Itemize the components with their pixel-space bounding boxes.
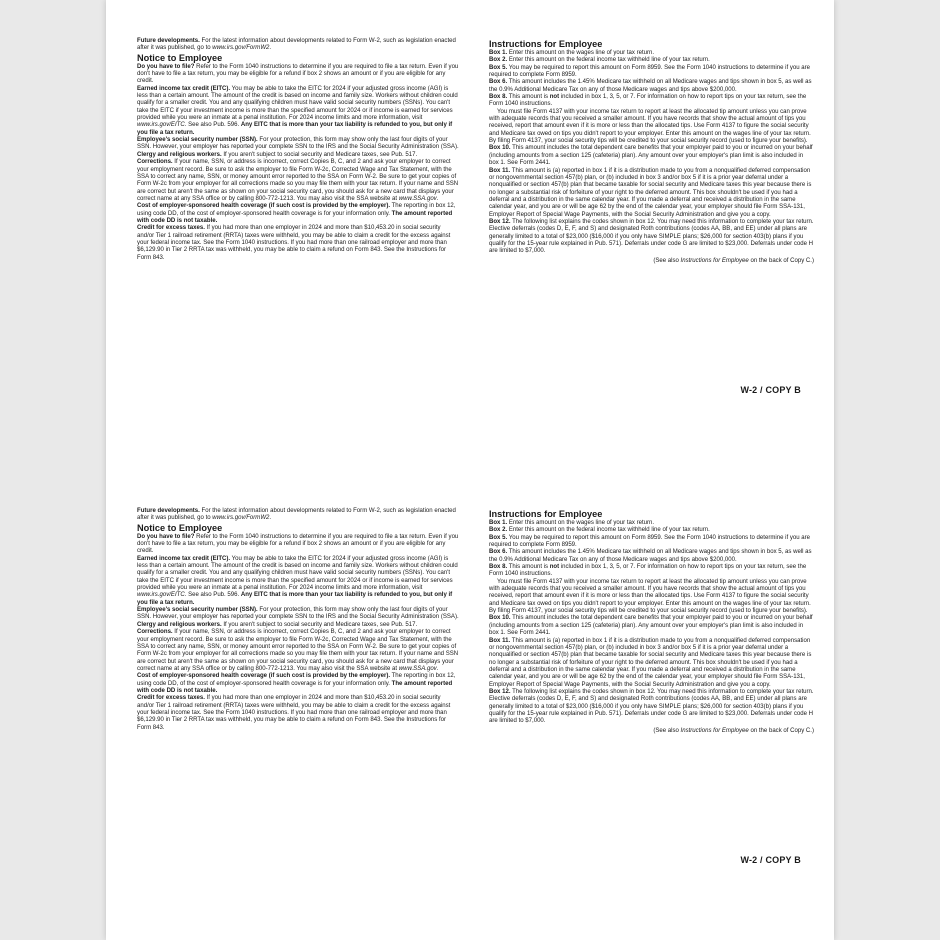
see-also-note: (See also Instructions for Employee on the back of Copy C.) [653,257,814,264]
box12-instruction: Box 12. The following list explains the codes shown in box 12. You may need this information to complete your tax return. Elective deferrals (codes D, E, F, and S) and designated Roth contributions (codes AA, BB, and EE) under all plans are generally limited to a total of $23,000 ($16,000 if you only have SIMPLE plans; $26,000 for section 403(b) plans if you qualify for the 15-year rule explained in Pub. 571). Deferrals under code G are limited to $23,000. Deferrals under code H are limited to $7,000. [489,218,814,255]
future-developments: Future developments. For the latest information about developments related to Form W-2, such as legislation enacted after it was published, go to www.irs.gov/FormW2. [137,508,456,522]
health-coverage-paragraph: Cost of employer-sponsored health coverage (if such cost is provided by the employer). The reporting in box 12, using code DD, of the cost of employer-sponsored health coverage is for your information only. The amount reported with code DD is not taxable. [137,203,456,224]
instructions-column [489,509,814,735]
box5-instruction: Box 5. You may be required to report this amount on Form 8959. See the Form 1040 instructions to determine if you are required to complete Form 8959. [489,64,811,79]
corrections-paragraph: Corrections. If your name, SSN, or address is incorrect, correct Copies B, C, and 2 and ask your employer to correct your employment record. Be sure to ask the employer to file Form W-2c, Corrected Wage and Tax Statement, with the SSA to correct any name, SSN, or money amount error reported to the SSA on Form W-2. Be sure to get your copies of Form W-2c from your employer for all corrections made so you may file them with your tax return. If your name and SSN are correct but aren't the same as shown on your social security card, you should ask for a new card that displays your correct name at any SSA office or by calling 800-772-1213. You may also visit the SSA website at www.SSA.gov. [137,159,459,202]
w2-copy-b-bottom [106,470,834,940]
box8-tips-paragraph: You must file Form 4137 with your income tax return to report at least the allocated tip amount unless you can prove with adequate records that you received a smaller amount. If you have records that show the actual amount of tips you received, report that amount even if it is more or less than the allocated tips. Use Form 4137 to figure the social security and Medicare tax owed on tips you didn't report to your employer. Enter this amount on the wages line of your tax return. By filing Form 4137, your social security tips will be credited to your social security record (used to figure your benefits). [489,578,811,615]
box1-instruction: Box 1. Enter this amount on the wages line of your tax return. [489,520,655,526]
box8-tips-paragraph: You must file Form 4137 with your income tax return to report at least the allocated tip amount unless you can prove with adequate records that you received a smaller amount. If you have records that show the actual amount of tips you received, report that amount even if it is more or less than the allocated tips. Use Form 4137 to figure the social security and Medicare tax owed on tips you didn't report to your employer. Enter this amount on the wages line of your tax return. By filing Form 4137, your social security tips will be credited to your social security record (used to figure your benefits). [489,108,811,145]
ssa-link[interactable]: www.SSA.gov [398,665,437,672]
future-developments: Future developments. For the latest information about developments related to Form W-2, such as legislation enacted after it was published, go to www.irs.gov/FormW2. [137,38,456,52]
box2-instruction: Box 2. Enter this amount on the federal income tax withheld line of your tax return. [489,527,710,534]
irs-eitc-link[interactable]: www.irs.gov/EITC [137,592,185,599]
copy-label: W-2 / COPY B [740,385,801,395]
notice-column [137,508,459,732]
eitc-paragraph: Earned income tax credit (EITC). You may be able to take the EITC for 2024 if your adjusted gross income (AGI) is less than a certain amount. The amount of the credit is based on income and family size. Workers without children could qualify for a smaller credit. You and any qualifying children must have valid social security numbers (SSNs). You can't take the EITC if your investment income is more than the specified amount for 2024 or if income is earned for services provided while you were an inmate at a penal institution. For 2024 income limits and more information, visit www.irs.gov/EITC. See also Pub. 596. Any EITC that is more than your tax liability is refunded to you, but only if you file a tax return. [137,85,458,136]
w2-sheet [106,0,834,940]
excess-taxes-paragraph: Credit for excess taxes. If you had more than one employer in 2024 and more than $10,453.20 in social security and/or Tier 1 railroad retirement (RRTA) taxes were withheld, you may be able to claim a credit for the excess against your federal income tax. See the Form 1040 instructions. If you had more than one railroad employer and more than $6,129.90 in Tier 2 RRTA tax was withheld, you may be able to claim a refund on Form 843. See the Instructions for Form 843. [137,225,451,261]
irs-formw2-link[interactable]: www.irs.gov/FormW2 [212,45,270,52]
box1-instruction: Box 1. Enter this amount on the wages line of your tax return. [489,50,655,56]
ssa-link[interactable]: www.SSA.gov [398,195,437,202]
notice-heading: Notice to Employee [137,522,223,533]
ssn-paragraph: Employee's social security number (SSN). For your protection, this form may show only the last four digits of your SSN. However, your employer has reported your complete SSN to the IRS and the Social Security Administration (SSA). [137,607,459,621]
instructions-heading: Instructions for Employee [489,39,603,49]
notice-heading: Notice to Employee [137,52,223,63]
notice-column [137,38,459,262]
file-paragraph: Do you have to file? Refer to the Form 1040 instructions to determine if you are required to file a tax return. Even if you don't have to file a tax return, you may be eligible for a refund if box 2 shows an amount or if you are eligible for any credit. [137,63,459,85]
box5-instruction: Box 5. You may be required to report this amount on Form 8959. See the Form 1040 instructions to determine if you are required to complete Form 8959. [489,534,811,549]
box2-instruction: Box 2. Enter this amount on the federal income tax withheld line of your tax return. [489,57,710,64]
clergy-paragraph: Clergy and religious workers. If you aren't subject to social security and Medicare taxes, see Pub. 517. [137,621,418,628]
health-coverage-paragraph: Cost of employer-sponsored health coverage (if such cost is provided by the employer). The reporting in box 12, using code DD, of the cost of employer-sponsored health coverage is for your information only. The amount reported with code DD is not taxable. [137,673,456,694]
file-paragraph: Do you have to file? Refer to the Form 1040 instructions to determine if you are required to file a tax return. Even if you don't have to file a tax return, you may be eligible for a refund if box 2 shows an amount or if you are eligible for any credit. [137,533,459,555]
box11-instruction: Box 11. This amount is (a) reported in box 1 if it is a distribution made to you from a nonqualified deferred compensation or nongovernmental section 457(b) plan, or (b) included in box 3 and/or box 5 if it is a prior year deferral under a nonqualified or section 457(b) plan that became taxable for social security and Medicare taxes this year because there is no longer a substantial risk of forfeiture of your right to the deferred amount. This box shouldn't be used if you had a deferral and a distribution in the same calendar year. If you made a deferral and received a distribution in the same calendar year, and you are or will be age 62 by the end of the calendar year, your employer should file Form SSA-131, Employer Report of Special Wage Payments, with the Social Security Administration and give you a copy. [489,637,812,688]
box10-instruction: Box 10. This amount includes the total dependent care benefits that your employer paid to you or incurred on your behalf (including amounts from a section 125 (cafeteria) plan). Any amount over your employer's plan limit is also included in box 1. See Form 2441. [489,615,813,637]
box6-instruction: Box 6. This amount includes the 1.45% Medicare tax withheld on all Medicare wages and tips shown in box 5, as well as the 0.9% Additional Medicare Tax on any of those Medicare wages and tips above $200,000. [489,79,812,93]
irs-formw2-link[interactable]: www.irs.gov/FormW2 [212,515,270,522]
instructions-heading: Instructions for Employee [489,509,603,519]
box8-instruction: Box 8. This amount is not included in box 1, 3, 5, or 7. For information on how to report tips on your tax return, see the Form 1040 instructions. [489,94,807,108]
box12-instruction: Box 12. The following list explains the codes shown in box 12. You may need this information to complete your tax return. Elective deferrals (codes D, E, F, and S) and designated Roth contributions (codes AA, BB, and EE) under all plans are generally limited to a total of $23,000 ($16,000 if you only have SIMPLE plans; $26,000 for section 403(b) plans if you qualify for the 15-year rule explained in Pub. 571). Deferrals under code G are limited to $23,000. Deferrals under code H are limited to $7,000. [489,688,814,725]
corrections-paragraph: Corrections. If your name, SSN, or address is incorrect, correct Copies B, C, and 2 and ask your employer to correct your employment record. Be sure to ask the employer to file Form W-2c, Corrected Wage and Tax Statement, with the SSA to correct any name, SSN, or money amount error reported to the SSA on Form W-2. Be sure to get your copies of Form W-2c from your employer for all corrections made so you may file them with your tax return. If your name and SSN are correct but aren't the same as shown on your social security card, you should ask for a new card that displays your correct name at any SSA office or by calling 800-772-1213. You may also visit the SSA website at www.SSA.gov. [137,629,459,672]
see-also-note: (See also Instructions for Employee on the back of Copy C.) [653,727,814,734]
irs-eitc-link[interactable]: www.irs.gov/EITC [137,122,185,129]
clergy-paragraph: Clergy and religious workers. If you aren't subject to social security and Medicare taxes, see Pub. 517. [137,151,418,158]
box11-instruction: Box 11. This amount is (a) reported in box 1 if it is a distribution made to you from a nonqualified deferred compensation or nongovernmental section 457(b) plan, or (b) included in box 3 and/or box 5 if it is a prior year deferral under a nonqualified or section 457(b) plan that became taxable for social security and Medicare taxes this year because there is no longer a substantial risk of forfeiture of your right to the deferred amount. This box shouldn't be used if you had a deferral and a distribution in the same calendar year. If you made a deferral and received a distribution in the same calendar year, and you are or will be age 62 by the end of the calendar year, your employer should file Form SSA-131, Employer Report of Special Wage Payments, with the Social Security Administration and give you a copy. [489,167,812,218]
box8-instruction: Box 8. This amount is not included in box 1, 3, 5, or 7. For information on how to report tips on your tax return, see the Form 1040 instructions. [489,564,807,578]
instructions-column [489,39,814,265]
box6-instruction: Box 6. This amount includes the 1.45% Medicare tax withheld on all Medicare wages and tips shown in box 5, as well as the 0.9% Additional Medicare Tax on any of those Medicare wages and tips above $200,000. [489,549,812,563]
ssn-paragraph: Employee's social security number (SSN). For your protection, this form may show only the last four digits of your SSN. However, your employer has reported your complete SSN to the IRS and the Social Security Administration (SSA). [137,137,459,151]
w2-copy-b-top [106,0,834,470]
copy-label: W-2 / COPY B [740,855,801,865]
excess-taxes-paragraph: Credit for excess taxes. If you had more than one employer in 2024 and more than $10,453.20 in social security and/or Tier 1 railroad retirement (RRTA) taxes were withheld, you may be able to claim a credit for the excess against your federal income tax. See the Form 1040 instructions. If you had more than one railroad employer and more than $6,129.90 in Tier 2 RRTA tax was withheld, you may be able to claim a refund on Form 843. See the Instructions for Form 843. [137,695,451,731]
box10-instruction: Box 10. This amount includes the total dependent care benefits that your employer paid to you or incurred on your behalf (including amounts from a section 125 (cafeteria) plan). Any amount over your employer's plan limit is also included in box 1. See Form 2441. [489,145,813,167]
eitc-paragraph: Earned income tax credit (EITC). You may be able to take the EITC for 2024 if your adjusted gross income (AGI) is less than a certain amount. The amount of the credit is based on income and family size. Workers without children could qualify for a smaller credit. You and any qualifying children must have valid social security numbers (SSNs). You can't take the EITC if your investment income is more than the specified amount for 2024 or if income is earned for services provided while you were an inmate at a penal institution. For 2024 income limits and more information, visit www.irs.gov/EITC. See also Pub. 596. Any EITC that is more than your tax liability is refunded to you, but only if you file a tax return. [137,555,458,606]
